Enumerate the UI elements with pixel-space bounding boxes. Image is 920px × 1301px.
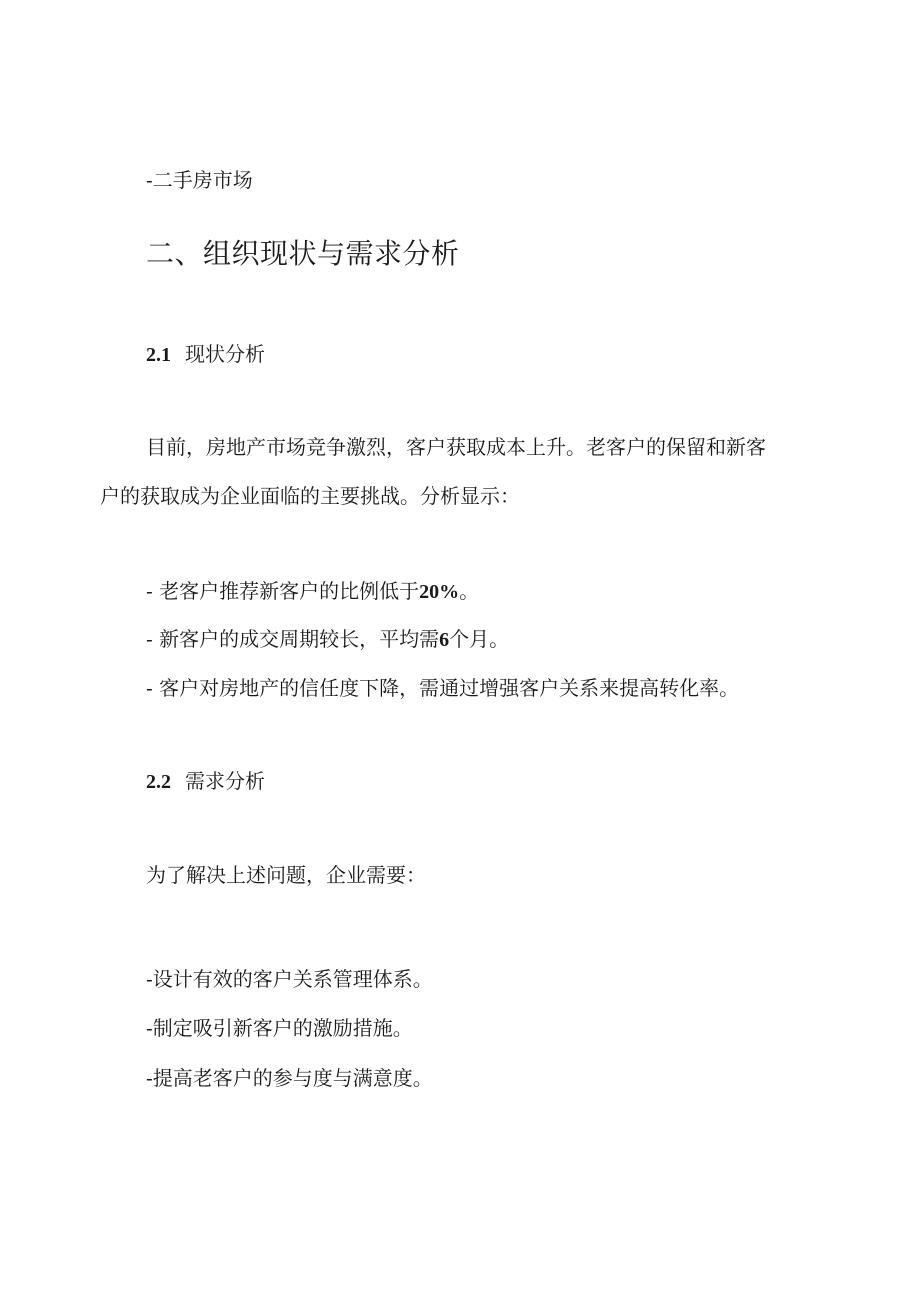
paragraph-line: 户的获取成为企业面临的主要挑战。分析显示： <box>100 484 520 508</box>
list-item: -制定吸引新客户的激励措施。 <box>146 1016 413 1040</box>
list-item: -提高老客户的参与度与满意度。 <box>146 1066 433 1090</box>
paragraph-line: 目前，房地产市场竞争激烈，客户获取成本上升。老客户的保留和新客 <box>146 435 766 459</box>
list-item-secondhand-market: -二手房市场 <box>146 168 253 192</box>
list-item-text: 个月。 <box>449 627 510 651</box>
paragraph-line: 为了解决上述问题，企业需要： <box>146 863 426 887</box>
list-item: - 客户对房地产的信任度下降，需通过增强客户关系来提高转化率。 <box>146 676 740 700</box>
list-item: -设计有效的客户关系管理体系。 <box>146 967 433 991</box>
list-item-emphasis: 6 <box>439 629 450 651</box>
subsection-heading-needs <box>146 767 265 796</box>
list-item-emphasis: 20% <box>419 581 460 603</box>
list-item <box>146 577 479 606</box>
subsection-number: 2.1 <box>146 344 171 366</box>
subsection-heading-current-status <box>146 340 265 369</box>
subsection-title: 需求分析 <box>185 769 265 793</box>
subsection-number: 2.2 <box>146 771 171 793</box>
list-item-text: - 新客户的成交周期较长，平均需 <box>146 627 440 651</box>
list-item-text: - 老客户推荐新客户的比例低于 <box>146 579 420 603</box>
subsection-title: 现状分析 <box>185 342 265 366</box>
list-item-text: 。 <box>459 579 480 603</box>
section-heading: 二、组织现状与需求分析 <box>146 237 460 270</box>
list-item <box>146 625 509 654</box>
